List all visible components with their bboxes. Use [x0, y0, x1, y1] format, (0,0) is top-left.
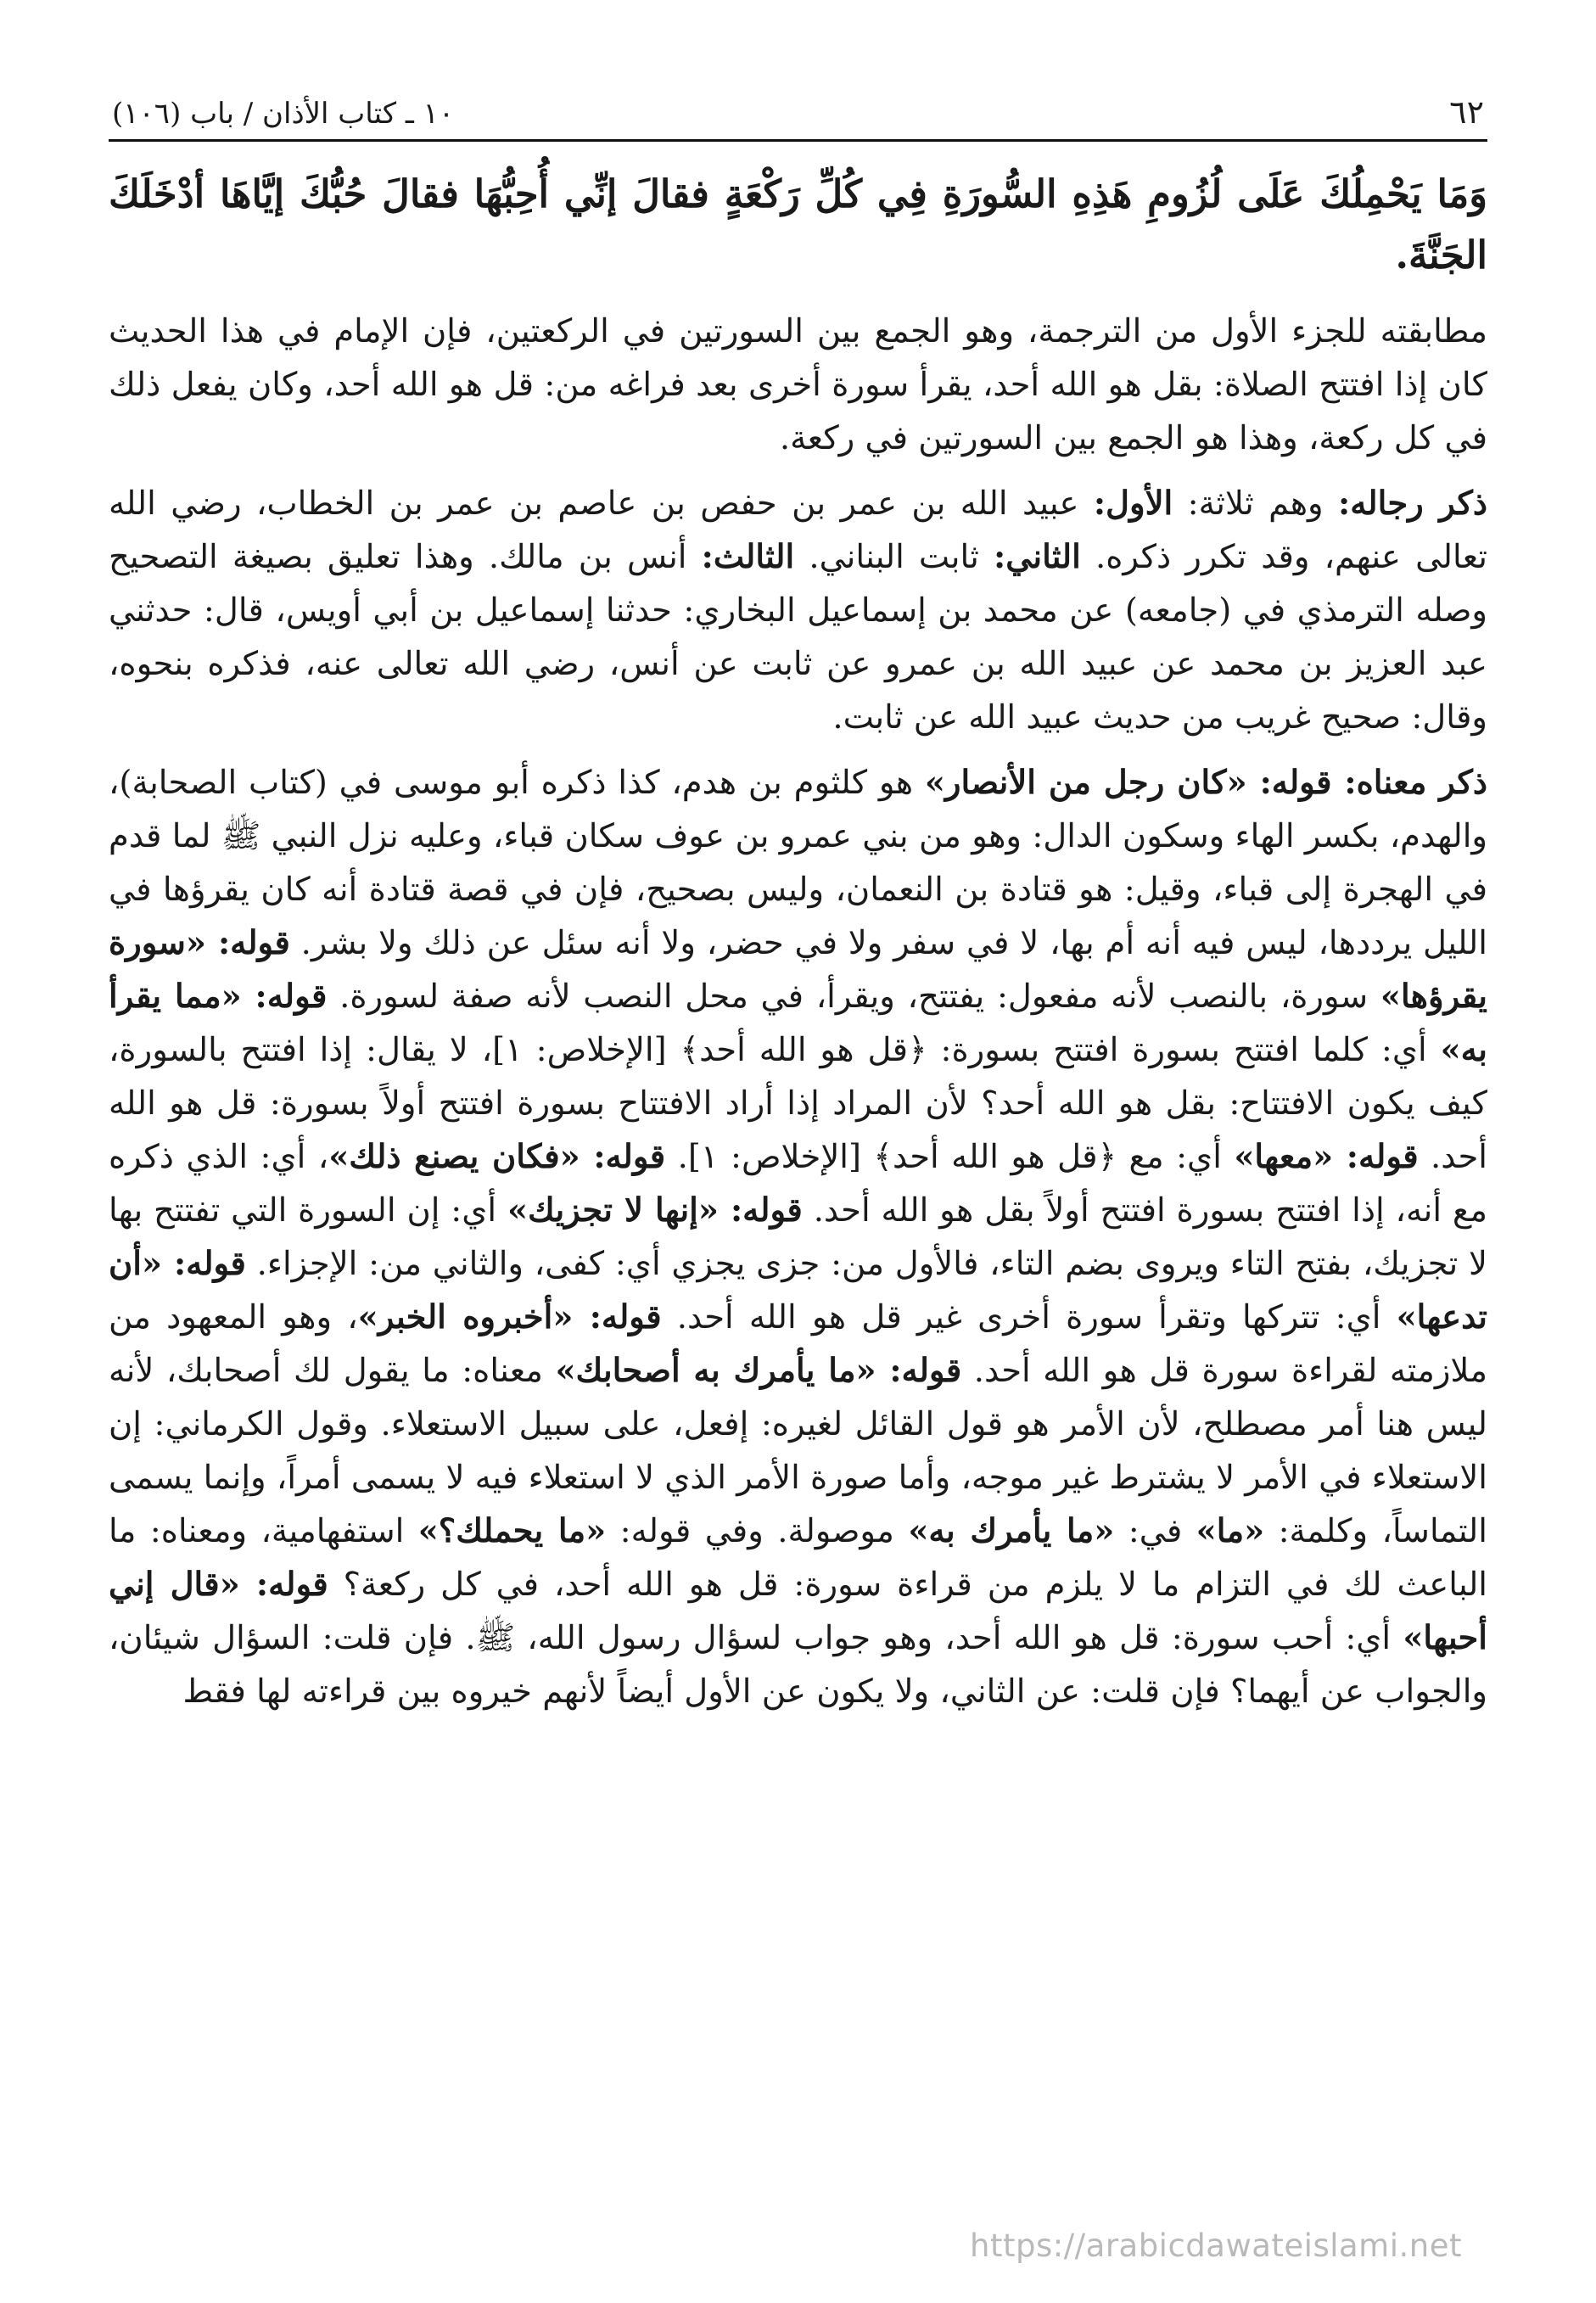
qawluhu-label: قوله:: [730, 1191, 803, 1230]
quoted-phrase: «معها»: [1234, 1138, 1347, 1176]
label-third: الثالث:: [701, 538, 795, 576]
text-run: عبيد الله بن عمر بن حفص بن عاصم بن عمر بن الخطاب، رضي الله تعالى عنهم، وقد تكرر ذكره.: [109, 485, 1487, 576]
page-header: [109, 93, 1487, 142]
chapter-title: ١٠ ـ كتاب الأذان / باب (١٠٦): [112, 97, 455, 131]
quoted-phrase: «ما يحملك؟»: [417, 1512, 607, 1550]
qawluhu-label: قوله:: [1346, 1138, 1419, 1176]
quoted-phrase: «فكان يصنع ذلك»: [328, 1138, 594, 1176]
qawluhu-label: قوله:: [217, 924, 290, 962]
text-run: معناه: ما يقول لك أصحابك، لأنه ليس هنا أمر مصطلح، لأن الأمر هو قول القائل لغيره: إفعل، على سبيل الاستعلاء. وقول الكرماني: إن الاستعلاء في الأمر لا يشترط غير موجه، وأما صورة الأمر الذي لا استعلاء فيه لا يسمى أمراً، وإنما يسمى التماساً، وكلمة:: [109, 1352, 1487, 1550]
paragraph-correspondence: مطابقته للجزء الأول من الترجمة، وهو الجمع بين السورتين في الركعتين، فإن الإمام في هذا الحديث كان إذا افتتح الصلاة: بقل هو الله أحد، يقرأ سورة أخرى بعد فراغه من: قل هو الله أحد، وكان يفعل ذلك في كل ركعة، وهذا هو الجمع بين السورتين في ركعة.: [109, 312, 1487, 457]
text-run: أي: تتركها وتقرأ سورة أخرى غير قل هو الله أحد.: [661, 1298, 1397, 1336]
text-run: أنس بن مالك. وهذا تعليق بصيغة التصحيح وصله الترمذي في (جامعه) عن محمد بن إسماعيل البخاري: حدثنا إسماعيل بن أبي أويس، قال: حدثني عبد العزيز بن محمد عن عبيد الله بن عمرو عن ثابت عن أنس، رضي الله تعالى عنه، فذكره بنحوه، وقال: صحيح غريب من حديث عبيد الله عن ثابت.: [109, 538, 1487, 737]
watermark-url: https://arabicdawateislami.net: [970, 2227, 1462, 2264]
quoted-phrase: «إنها لا تجزيك»: [507, 1191, 731, 1230]
page-number: ٦٢: [1449, 93, 1484, 131]
text-run: موصولة. وفي قوله:: [606, 1512, 909, 1550]
qawluhu-label: قوله:: [589, 1298, 662, 1336]
text-run: ثابت البناني.: [794, 538, 994, 576]
quoted-phrase: «ما يأمرك به أصحابك»: [555, 1352, 890, 1390]
quoted-phrase: «سورة يقرؤها»: [109, 924, 1487, 1016]
quoted-phrase: «ما»: [1196, 1512, 1265, 1550]
qawluhu-label: قوله:: [593, 1138, 666, 1176]
qawluhu-label: قوله:: [889, 1352, 962, 1390]
text-run: وهم ثلاثة:: [1173, 485, 1339, 523]
text-run: أي: مع ﴿قل هو الله أحد﴾ [الإخلاص: ١].: [665, 1138, 1235, 1176]
text-run: أي: كلما افتتح بسورة افتتح بسورة: ﴿قل هو الله أحد﴾ [الإخلاص: ١]، لا يقال: إذا افتتح بالسورة، كيف يكون الافتتاح: بقل هو الله أحد؟ لأن المراد إذا أراد الافتتاح بسورة افتتح أولاً بسورة: قل هو الله أحد.: [109, 1031, 1488, 1176]
qawluhu-label: قوله:: [255, 978, 328, 1016]
quoted-phrase: «أن تدعها»: [109, 1245, 1487, 1336]
paragraph-narrators: [109, 477, 1487, 744]
text-run: سورة، بالنصب لأنه مفعول: يفتتح، ويقرأ، في محل النصب لأنه صفة لسورة.: [327, 978, 1380, 1016]
section-heading-narrators: ذكر رجاله:: [1338, 485, 1488, 523]
quoted-phrase: «مما يقرأ به»: [109, 978, 1487, 1069]
qawluhu-label: قوله:: [173, 1245, 246, 1283]
label-second: الثاني:: [994, 538, 1081, 576]
quoted-phrase: «ما يأمرك به»: [908, 1512, 1115, 1550]
paragraph-meaning: [109, 756, 1487, 1718]
text-run: أي: أحب سورة: قل هو الله أحد، وهو جواب لسؤال رسول الله، ﷺ. فإن قلت: السؤال شيئان، والجواب عن أيهما؟ فإن قلت: عن الثاني، ولا يكون عن الأول أيضاً لأنهم خيروه بين قراءته لها فقط: [109, 1619, 1487, 1711]
quoted-phrase: «أخبروه الخبر»: [357, 1298, 590, 1336]
hadith-text: وَمَا يَحْمِلُكَ عَلَى لُزُومِ هَذِهِ السُّورَةِ فِي كُلِّ رَكْعَةٍ فقالَ إنِّي أُحِبُّهَا فقالَ حُبُّكَ إيَّاهَا أدْخَلَكَ الجَنَّةَ.: [109, 171, 1487, 277]
text-run: أي: إن السورة التي تفتتح بها لا تجزيك، بفتح التاء ويروى بضم التاء، فالأول من: جزى يجزي أي: كفى، والثاني من: الإجزاء.: [109, 1191, 1487, 1283]
quoted-phrase: «قال إني أحبها»: [109, 1566, 1487, 1657]
section-heading-meaning: ذكر معناه:: [1344, 764, 1488, 802]
text-run: ، وهو المعهود من ملازمته لقراءة سورة قل هو الله أحد.: [109, 1298, 1488, 1390]
text-run: ، أي: الذي ذكره مع أنه، إذا افتتح بسورة افتتح أولاً بقل هو الله أحد.: [109, 1138, 1488, 1230]
qawluhu-label: قوله:: [255, 1566, 328, 1604]
text-run: استفهامية، ومعناه: ما الباعث لك في التزام ما لا يلزم من قراءة سورة: قل هو الله أحد، في كل ركعة؟: [109, 1512, 1487, 1604]
text-run: في:: [1114, 1512, 1196, 1550]
book-page: [109, 93, 1487, 2269]
quoted-phrase: «كان رجل من الأنصار»: [924, 764, 1247, 802]
text-run: هو كلثوم بن هدم، كذا ذكره أبو موسى في (كتاب الصحابة)، والهدم، بكسر الهاء وسكون الدال: وهو من بني عمرو بن عوف سكان قباء، وعليه نزل النبي ﷺ لما قدم في الهجرة إلى قباء، وقيل: هو قتادة بن النعمان، وليس بصحيح، فإن في قصة قتادة أنه كان يقرؤها في الليل يرددها، ليس فيه أنه أم بها، لا في سفر ولا في حضر، ولا أنه سئل عن ذلك ولا بشر.: [109, 764, 1487, 962]
qawluhu-label: قوله:: [1246, 764, 1345, 802]
label-first: الأول:: [1093, 485, 1173, 523]
